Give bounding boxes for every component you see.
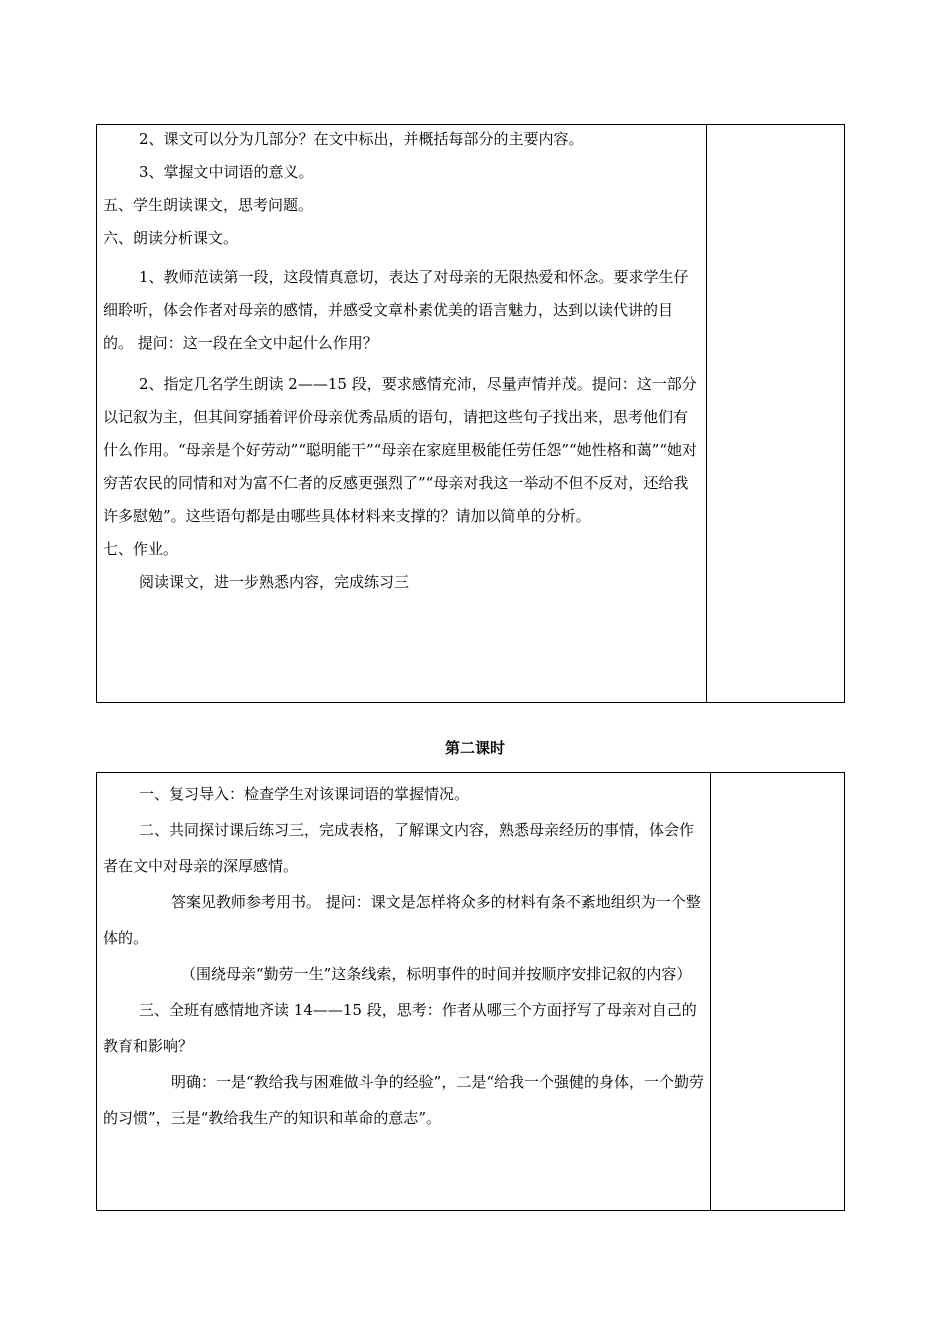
content-cell: [97, 125, 706, 605]
paragraph: 阅读课文，进一步熟悉内容，完成练习三: [139, 573, 410, 591]
column-divider: [706, 125, 707, 702]
paragraph: 答案见教师参考用书。 提问：课文是怎样将众多的材料有条不紊地组织为一个整体的。: [103, 893, 701, 947]
paragraph: 明确：一是“教给我与困难做斗争的经验”，二是“给我一个强健的身体，一个勤劳的习惯”，三是“教给我生产的知识和革命的意志”。: [103, 1073, 705, 1127]
column-divider: [710, 773, 711, 1210]
paragraph: 一、复习导入：检查学生对该课词语的掌握情况。: [139, 785, 470, 803]
paragraph: 六、朗读分析课文。: [103, 229, 239, 247]
paragraph: （围绕母亲“勤劳一生”这条线索，标明事件的时间并按顺序安排记叙的内容）: [181, 965, 692, 983]
paragraph: 2、指定几名学生朗读 2——15 段，要求感情充沛，尽量声情并茂。提问：这一部分以记叙为主，但其间穿插着评价母亲优秀品质的语句，请把这些句子找出来，思考他们有什么作用。“母亲是个好劳动”“聪明能干”“母亲在家庭里极能任劳任怨”“她性格和蔼”“她对穷苦农民的同情和对为富不仁者的反感更强烈了”“母亲对我这一举动不但不反对，还给我许多慰勉”。这些语句都是由哪些具体材料来支撑的？请加以简单的分析。: [103, 375, 698, 525]
paragraph: 五、学生朗读课文，思考问题。: [103, 196, 314, 214]
paragraph: 2、课文可以分为几部分？在文中标出，并概括每部分的主要内容。: [139, 130, 584, 148]
paragraph: 1、教师范读第一段，这段情真意切，表达了对母亲的无限热爱和怀念。要求学生仔细聆听，体会作者对母亲的感情，并感受文章朴素优美的语言魅力，达到以读代讲的目的。 提问：这一段在全文中起什么作用？: [103, 268, 689, 352]
paragraph: 三、全班有感情地齐读 14——15 段，思考：作者从哪三个方面抒写了母亲对自己的教育和影响？: [103, 1001, 697, 1055]
paragraph: 3、掌握文中词语的意义。: [139, 163, 314, 181]
paragraph: 二、共同探讨课后练习三，完成表格，了解课文内容，熟悉母亲经历的事情，体会作者在文中对母亲的深厚感情。: [103, 821, 695, 875]
section-heading: 第二课时: [444, 739, 505, 757]
lesson-table-1: [96, 124, 845, 703]
content-cell: [97, 773, 710, 1136]
paragraph: 七、作业。: [103, 540, 179, 558]
lesson-table-2: [96, 772, 845, 1211]
